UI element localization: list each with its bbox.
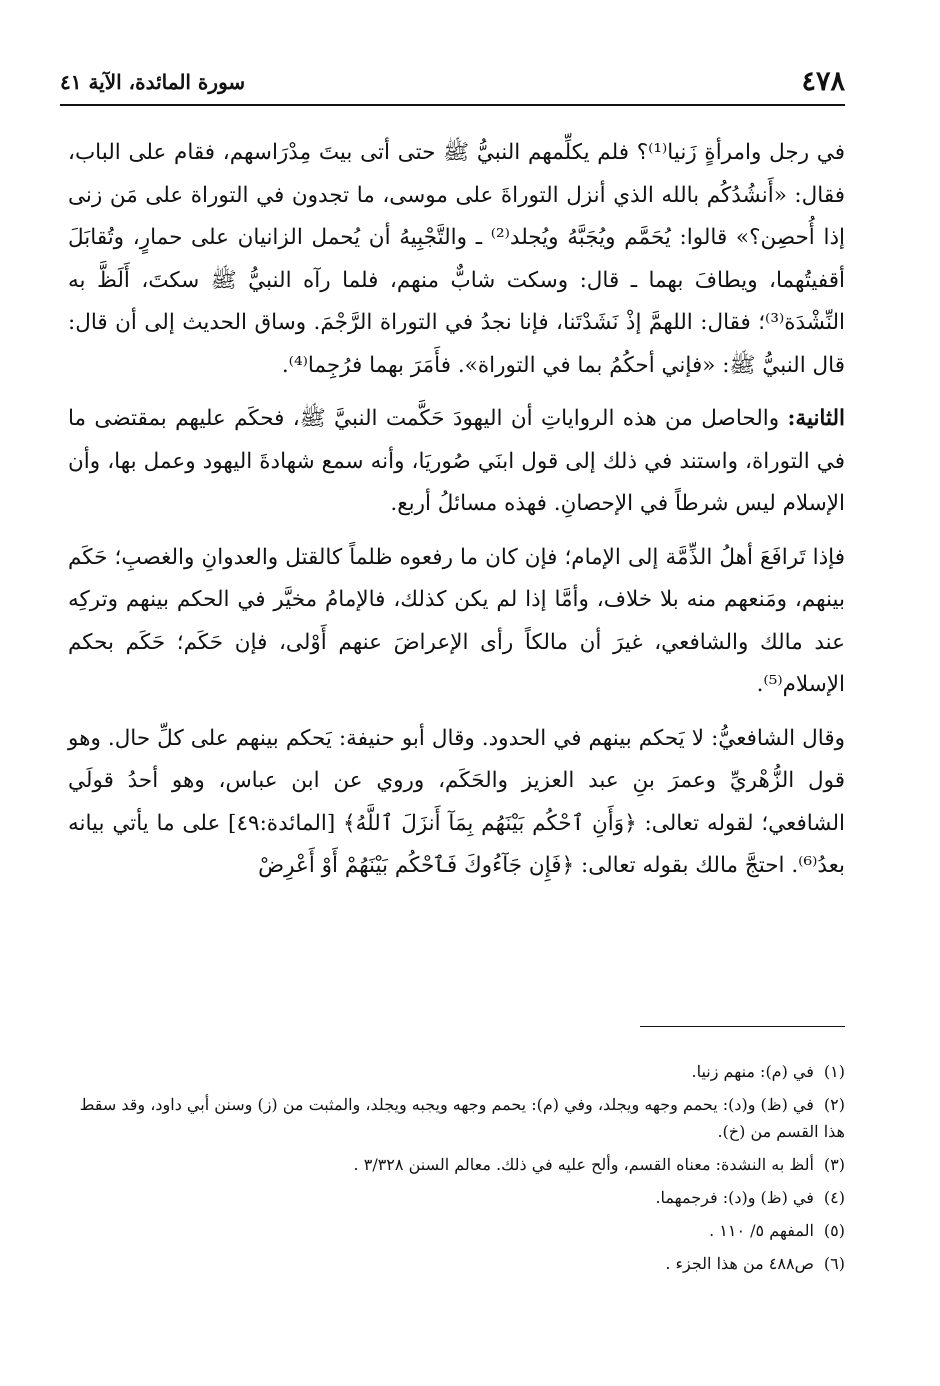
paragraph (68, 398, 845, 526)
footnote-number: (٣) (823, 1155, 845, 1174)
footnote (68, 1058, 845, 1085)
page-header (60, 62, 845, 102)
footnote (68, 1091, 845, 1145)
running-title: سورة المائدة، الآية ٤١ (60, 70, 246, 94)
paragraph-text: وقال الشافعيُّ: لا يَحكم بينهم في الحدود. وقال أبو حنيفة: يَحكم بينهم على كلِّ حال. وهو قول الزُّهْريِّ وعمرَ بنِ عبد العزيز والحَكَم، وروي عن ابن عباس، وهو أحدُ قولَي الشافعي؛ لقوله تعالى: ﴿وَأَنِ ٱحْكُم بَيْنَهُم بِمَآ أَنزَلَ ٱللَّهُ﴾ [المائدة:٤٩] على ما يأتي بيانه بعدُ⁽⁶⁾. احتجَّ مالك بقوله تعالى: ﴿فَإِن جَآءُوكَ فَٱحْكُم بَيْنَهُمْ أَوْ أَعْرِضْ (68, 725, 845, 878)
footnote-number: (٤) (823, 1188, 845, 1207)
header-rule (60, 104, 845, 106)
footnote-text: ص٤٨٨ من هذا الجزء . (665, 1254, 814, 1273)
footnote-number: (١) (823, 1062, 845, 1081)
footnote-text: المفهم ٥/ ١١٠ . (709, 1221, 814, 1240)
footnote (68, 1184, 845, 1211)
footnote-text: ألظ به النشدة: معناه القسم، وألح عليه في ذلك. معالم السنن ٣/٣٢٨ . (353, 1155, 814, 1174)
footnote-separator (640, 1026, 845, 1027)
main-text (68, 132, 845, 888)
footnote-number: (٢) (823, 1095, 845, 1114)
footnote (68, 1217, 845, 1244)
paragraph (68, 718, 845, 888)
paragraph (68, 537, 845, 707)
footnotes (68, 1058, 845, 1283)
footnote-text: في (ظ) و(د): فرجمهما. (655, 1188, 814, 1207)
paragraph-text: والحاصل من هذه الرواياتِ أن اليهودَ حَكَّمت النبيَّ ﷺ، فحكَم عليهم بمقتضى ما في التوراة، واستند في ذلك إلى قول ابنَي صُوريَا، وأنه سمع شهادةَ اليهود وعمل بها، وأن الإسلام ليس شرطاً في الإحصانِ. فهذه مسائلُ أربع. (68, 406, 845, 516)
page-number: ٤٧٨ (801, 66, 845, 97)
paragraph-text: في رجل وامرأةٍ زَنيا⁽¹⁾؟ فلم يكلِّمهم النبيُّ ﷺ حتى أتى بيتَ مِدْرَاسهم، فقام على الباب، فقال: «أَنشُدُكُم بالله الذي أنزل التوراةَ على موسى، ما تجدون في التوراة على مَن زنى إذا أُحصِن؟» قالوا: يُحَمَّم ويُجَبَّهُ ويُجلد⁽²⁾ ـ والتَّجْبِيهُ أن يُحمل الزانيان على حمارٍ، وتُقابَلَ أقفيتُهما، ويطافَ بهما ـ قال: وسكت شابٌّ منهم، فلما رآه النبيُّ ﷺ سكتَ، أَلَظَّ به النِّشْدَة⁽³⁾؛ فقال: اللهمَّ إذْ نَشَدْتَنا، فإنا نجدُ في التوراة الرَّجْمَ. وساق الحديث إلى أن قال: قال النبيُّ ﷺ: «فإني أحكُمُ بما في التوراة». فأَمَرَ بهما فرُجِما⁽⁴⁾. (68, 140, 845, 378)
footnote (68, 1250, 845, 1277)
footnote-number: (٥) (823, 1221, 845, 1240)
paragraph (68, 132, 845, 387)
footnote-number: (٦) (823, 1254, 845, 1273)
footnote (68, 1151, 845, 1178)
paragraph-text: فإذا تَرافَعَ أهلُ الذِّمَّة إلى الإمام؛ فإن كان ما رفعوه ظلماً كالقتل والعدوانِ والغصبِ؛ حَكَم بينهم، ومَنعهم منه بلا خلاف، وأمَّا إذا لم يكن كذلك، فالإمامُ مخيَّر في الحكم بينهم وتركِه عند مالك والشافعي، غيرَ أن مالكاً رأى الإعراضَ عنهم أَوْلى، فإن حَكَم؛ حَكَم بحكم الإسلام⁽⁵⁾. (68, 544, 845, 697)
paragraph-lead: الثانية: (787, 406, 845, 431)
footnote-text: في (م): منهم زنيا. (691, 1062, 814, 1081)
footnote-text: في (ظ) و(د): يحمم وجهه ويجلد، وفي (م): يحمم وجهه ويجبه ويجلد، والمثبت من (ز) وسنن أبي داود، وقد سقط هذا القسم من (خ). (79, 1095, 845, 1141)
